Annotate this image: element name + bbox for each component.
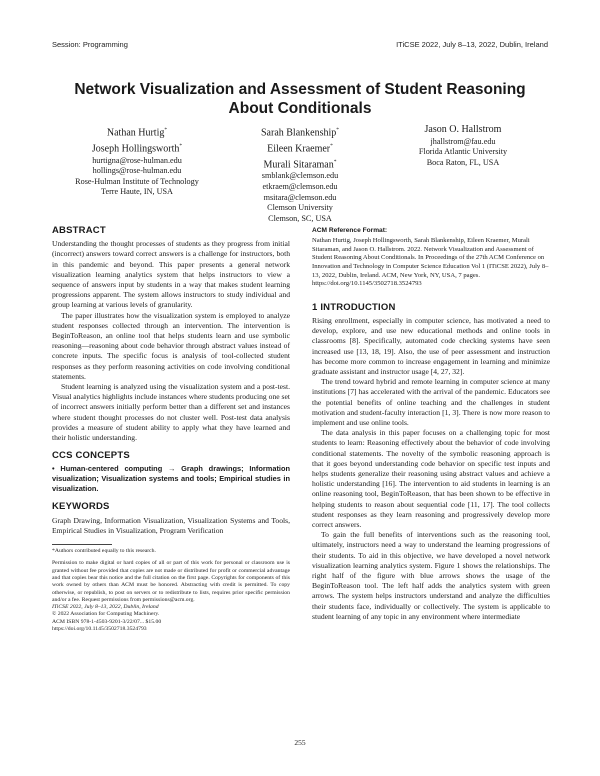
intro-paragraph: To gain the full benefits of interventions such as the reasoning tool, ultimately, instructors need a way to understand the learning progressions of their students. To aid in this objective, we have developed a novel network visualization learning analytics system. Figure 1 shows the relationships. The right half of the figure with blue arrows shows the usage of the BeginToReason tool. The left half adds the analytics system with green arrows. The system helps instructors understand and analyze the difficulties their students face, individually or collectively. The system is applicable to student learning of any topic in any environment where intermediate [312,530,550,621]
ccs-heading: CCS CONCEPTS [52,450,130,462]
author-location: Boca Raton, FL, USA [426,157,500,167]
page-number: 255 [294,738,306,747]
abstract-heading: ABSTRACT [52,225,106,236]
author-email: hollings@rose-hulman.edu [92,166,182,176]
author-location: Clemson, SC, USA [268,213,332,223]
author-group-clemson [222,124,378,224]
intro-paragraph: Rising enrollment, especially in computer science, has motivated a need to develop, explore, and use new educational methods and online tools in classrooms [8]. Specifically, automated code checking systems have seen increased use [13, 18, 19]. Also, the use of peer assessment and instruction has become more common to increase engagement in learning and minimize graduate assistant and instructor usage [4, 27, 32]. [312,315,550,376]
author-email: etkraem@clemson.edu [262,182,338,192]
permission-notice: Permission to make digital or hard copies of all or part of this work for personal or classroom use is granted without fee provided that copies are not made or distributed for profit or commercial advantage and that copies bear this notice and the full citation on the first page. Copyrights for components of this work owned by others than ACM must be honored. Abstracting with credit is permitted. To copy otherwise, or republish, to post on servers or to redistribute to lists, requires prior specific permission and/or a fee. Request permissions from permissions@acm.org. [52,560,290,603]
author-affiliation: Rose-Hulman Institute of Technology [75,176,199,186]
introduction-heading: 1 INTRODUCTION [312,301,396,313]
right-column [312,226,550,622]
pub-venue: ITiCSE 2022, July 8–13, 2022, Dublin, Ireland [52,604,159,611]
abstract-paragraph: Student learning is analyzed using the visualization system and a post-test. Visual analytics highlights include instances where students producing one set of incorrect answers initially perform better than a different set and instances where student thought processes do not cluster well. Post-test data analysis provides a measure of student ability to apply what they have learned and their holistic understanding. [52,382,290,443]
author-group-rose-hulman [52,124,222,198]
footnote-rule [52,544,112,545]
isbn: ACM ISBN 978-1-4503-9201-3/22/07... $15.00 [52,618,162,625]
keywords-text: Graph Drawing, Information Visualization, Visualization Systems and Tools, Empirical Studies in Visualization, Program Verification [52,515,290,535]
author-affiliation: Florida Atlantic University [418,147,508,157]
ccs-concepts: • Human-centered computing → Graph drawings; Information visualization; Visualization systems and tools; Empirical studies in visualization. [52,464,290,494]
author-name: Sarah Blankenship* [260,127,339,139]
author-name: Murali Sitaraman* [263,158,337,170]
intro-paragraph: The trend toward hybrid and remote learning in computer science at many institutions [7] has accelerated with the arrival of the pandemic. Educators see the potential benefits of online teaching and the challenges in student motivation and student-faculty interaction [1, 3]. There is now more reason to implement and use online tools. [312,377,550,427]
doi-link[interactable]: https://doi.org/10.1145/3502718.3524793 [52,626,147,633]
author-name: Jason O. Hallstrom [424,124,502,135]
session-label: Session: Programming [52,40,128,49]
abstract-paragraph: The paper illustrates how the visualization system is employed to analyze student responses collected through an intervention. The intervention is BeginToReason, an online tool that helps students learn and use symbolic reasoning—reasoning about code behavior through abstract values instead of concrete inputs. The specific focus is analysis of tool-collected student responses as they perform reasoning activities on code involving conditional statements. [52,310,290,381]
acm-ref-heading: ACM Reference Format: [312,227,388,234]
keywords-heading: KEYWORDS [52,501,110,513]
intro-paragraph: The data analysis in this paper focuses on a challenging topic for most students to learn: Reasoning effectively about the behavior of code involving conditional statements. The novelty of the symbolic reasoning approach is that it goes beyond understanding code behavior on specific test inputs and helps students generalize their reasoning using abstract values and achieve a holistic understanding [16]. The intervention to aid students in learning is an online reasoning tool, BeginToReason, that has been shown to be effective in helping students to reason about sequential code [11, 17]. The tool collects student responses as they learn reasoning and progressively develop more correct answers. [312,428,550,530]
author-affiliation: Clemson University [267,203,333,213]
acm-reference: Nathan Hurtig, Joseph Hollingsworth, Sarah Blankenship, Eileen Kraemer, Murali Sitaraman, and Jason O. Hallstrom. 2022. Network Visualization and Assessment of Student Reasoning About Conditionals. In Proceedings of the 27th ACM Conference on Innovation and Technology in Computer Science Education Vol 1 (ITiCSE 2022), July 8–13, 2022, Dublin, Ireland. ACM, New York, NY, USA, 7 pages. https://doi.org/10.1145/3502718.3524793 [312,237,549,288]
author-location: Terre Haute, IN, USA [101,187,173,197]
author-email: hurtigna@rose-hulman.edu [92,155,182,165]
conference-label: ITiCSE 2022, July 8–13, 2022, Dublin, Ireland [396,40,548,49]
author-email: msitara@clemson.edu [263,192,337,202]
left-column [52,226,290,633]
author-email: smblank@clemson.edu [261,171,339,181]
paper-title: Network Visualization and Assessment of Student Reasoning About Conditionals [74,81,526,117]
author-name: Eileen Kraemer* [267,142,333,155]
abstract-paragraph: Understanding the thought processes of students as they progress from initial (incorrect) answers toward correct answers is a challenge for instructors, both in this pandemic and beyond. This paper presents a general network visualization learning analytics system that helps instructors to view a sequence of answers input by students in a way that makes student learning progressions apparent. The system allows instructors to study individual and group learning at various levels of granularity. [52,239,290,310]
author-email: jhallstrom@fau.edu [430,136,496,146]
author-group-fau [378,124,548,168]
copyright: © 2022 Association for Computing Machinery. [52,611,160,618]
author-name: Joseph Hollingsworth* [91,142,183,155]
author-footnote: *Authors contributed equally to this research. [52,548,156,555]
author-name: Nathan Hurtig* [106,127,168,139]
